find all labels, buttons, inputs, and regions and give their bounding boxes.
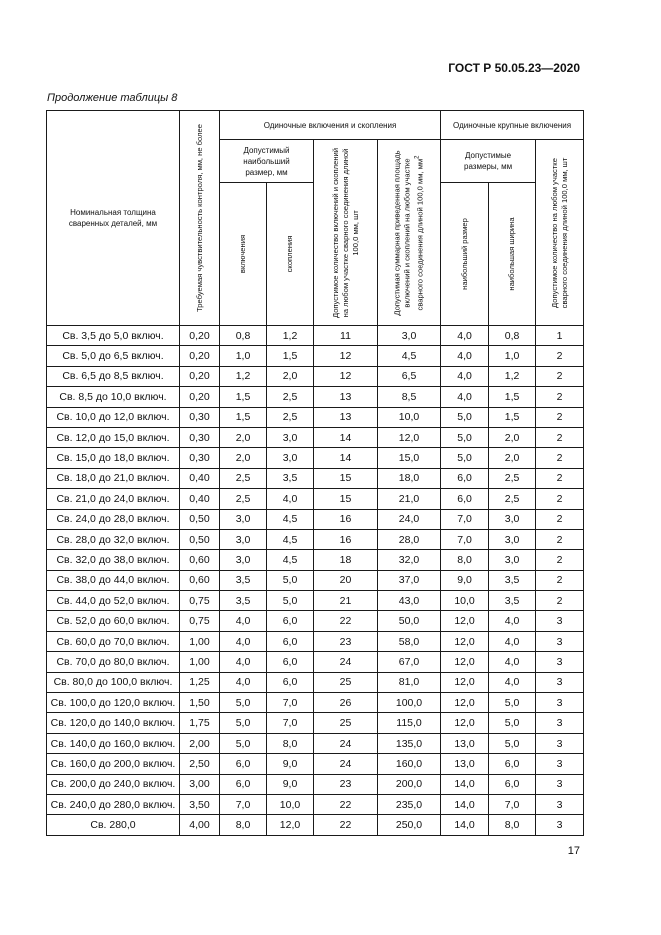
cell-sensitivity: 2,00 bbox=[180, 733, 220, 753]
table-caption: Продолжение таблицы 8 bbox=[47, 92, 178, 104]
cell-total-area: 3,0 bbox=[378, 326, 441, 346]
cell-thickness: Св. 12,0 до 15,0 включ. bbox=[47, 427, 180, 447]
cell-inclusion-size: 3,5 bbox=[220, 591, 267, 611]
table-row bbox=[47, 733, 584, 753]
cell-large-count: 2 bbox=[536, 529, 584, 549]
cell-total-area: 12,0 bbox=[378, 427, 441, 447]
cell-inclusion-size: 7,0 bbox=[220, 794, 267, 814]
cell-count: 14 bbox=[314, 427, 378, 447]
cell-large-max-width: 5,0 bbox=[489, 733, 536, 753]
cell-large-count: 3 bbox=[536, 733, 584, 753]
header-max-size: наибольший размер bbox=[441, 183, 489, 326]
cell-large-max-size: 12,0 bbox=[441, 713, 489, 733]
cell-cluster-size: 4,5 bbox=[267, 509, 314, 529]
cell-inclusion-size: 3,0 bbox=[220, 550, 267, 570]
cell-count: 24 bbox=[314, 652, 378, 672]
cell-total-area: 58,0 bbox=[378, 631, 441, 651]
cell-count: 13 bbox=[314, 387, 378, 407]
cell-inclusion-size: 3,0 bbox=[220, 509, 267, 529]
cell-total-area: 18,0 bbox=[378, 468, 441, 488]
cell-large-max-size: 12,0 bbox=[441, 611, 489, 631]
cell-total-area: 250,0 bbox=[378, 815, 441, 835]
cell-cluster-size: 5,0 bbox=[267, 570, 314, 590]
cell-large-max-width: 3,0 bbox=[489, 509, 536, 529]
cell-inclusion-size: 6,0 bbox=[220, 754, 267, 774]
table-row bbox=[47, 366, 584, 386]
cell-inclusion-size: 4,0 bbox=[220, 652, 267, 672]
cell-count: 11 bbox=[314, 326, 378, 346]
cell-count: 16 bbox=[314, 509, 378, 529]
cell-total-area: 100,0 bbox=[378, 693, 441, 713]
cell-total-area: 6,5 bbox=[378, 366, 441, 386]
cell-inclusion-size: 2,0 bbox=[220, 448, 267, 468]
cell-large-max-width: 7,0 bbox=[489, 794, 536, 814]
cell-total-area: 24,0 bbox=[378, 509, 441, 529]
table-row bbox=[47, 754, 584, 774]
header-large-count: Допустимое количество на любом участке сварного соединения длиной 100,0 мм, шт bbox=[536, 140, 584, 326]
cell-inclusion-size: 0,8 bbox=[220, 326, 267, 346]
cell-large-max-width: 1,5 bbox=[489, 387, 536, 407]
cell-thickness: Св. 280,0 bbox=[47, 815, 180, 835]
table-row bbox=[47, 427, 584, 447]
cell-inclusion-size: 1,0 bbox=[220, 346, 267, 366]
defects-table bbox=[46, 110, 584, 836]
cell-large-max-width: 4,0 bbox=[489, 631, 536, 651]
cell-total-area: 15,0 bbox=[378, 448, 441, 468]
cell-thickness: Св. 38,0 до 44,0 включ. bbox=[47, 570, 180, 590]
page-number: 17 bbox=[567, 845, 580, 857]
cell-inclusion-size: 4,0 bbox=[220, 631, 267, 651]
table-row bbox=[47, 693, 584, 713]
cell-total-area: 81,0 bbox=[378, 672, 441, 692]
cell-large-max-size: 5,0 bbox=[441, 427, 489, 447]
cell-thickness: Св. 52,0 до 60,0 включ. bbox=[47, 611, 180, 631]
cell-thickness: Св. 80,0 до 100,0 включ. bbox=[47, 672, 180, 692]
cell-count: 24 bbox=[314, 733, 378, 753]
cell-cluster-size: 6,0 bbox=[267, 652, 314, 672]
cell-large-max-width: 2,0 bbox=[489, 448, 536, 468]
table-row bbox=[47, 326, 584, 346]
cell-large-max-size: 12,0 bbox=[441, 693, 489, 713]
cell-thickness: Св. 15,0 до 18,0 включ. bbox=[47, 448, 180, 468]
table-body bbox=[47, 326, 584, 836]
cell-sensitivity: 0,50 bbox=[180, 509, 220, 529]
header-total-area: Допустимая суммарная приведенная площадь включений и скоплений на любом участке сварного соединения длиной 100,0 мм, $мм^2$ bbox=[378, 140, 441, 326]
cell-large-max-width: 1,2 bbox=[489, 366, 536, 386]
cell-sensitivity: 0,20 bbox=[180, 387, 220, 407]
header-sensitivity: Требуемая чувствительность контроля, мм, не более bbox=[180, 111, 220, 326]
cell-large-count: 3 bbox=[536, 652, 584, 672]
cell-sensitivity: 0,30 bbox=[180, 407, 220, 427]
cell-large-count: 2 bbox=[536, 346, 584, 366]
cell-total-area: 28,0 bbox=[378, 529, 441, 549]
cell-large-max-width: 2,0 bbox=[489, 427, 536, 447]
cell-inclusion-size: 5,0 bbox=[220, 693, 267, 713]
table-row bbox=[47, 550, 584, 570]
cell-sensitivity: 0,40 bbox=[180, 468, 220, 488]
cell-large-max-size: 14,0 bbox=[441, 774, 489, 794]
cell-cluster-size: 9,0 bbox=[267, 774, 314, 794]
cell-thickness: Св. 10,0 до 12,0 включ. bbox=[47, 407, 180, 427]
cell-thickness: Св. 160,0 до 200,0 включ. bbox=[47, 754, 180, 774]
cell-count: 21 bbox=[314, 591, 378, 611]
table-row bbox=[47, 713, 584, 733]
cell-large-max-size: 6,0 bbox=[441, 489, 489, 509]
cell-large-max-size: 7,0 bbox=[441, 529, 489, 549]
table-row bbox=[47, 774, 584, 794]
cell-count: 14 bbox=[314, 448, 378, 468]
cell-thickness: Св. 32,0 до 38,0 включ. bbox=[47, 550, 180, 570]
cell-count: 23 bbox=[314, 774, 378, 794]
cell-large-max-size: 4,0 bbox=[441, 326, 489, 346]
cell-inclusion-size: 2,5 bbox=[220, 468, 267, 488]
cell-count: 26 bbox=[314, 693, 378, 713]
cell-sensitivity: 1,75 bbox=[180, 713, 220, 733]
cell-large-max-width: 6,0 bbox=[489, 774, 536, 794]
cell-cluster-size: 3,0 bbox=[267, 448, 314, 468]
cell-count: 24 bbox=[314, 754, 378, 774]
cell-large-count: 2 bbox=[536, 366, 584, 386]
cell-large-max-width: 2,5 bbox=[489, 489, 536, 509]
cell-large-max-width: 5,0 bbox=[489, 713, 536, 733]
cell-large-max-size: 10,0 bbox=[441, 591, 489, 611]
cell-inclusion-size: 8,0 bbox=[220, 815, 267, 835]
cell-large-max-size: 8,0 bbox=[441, 550, 489, 570]
cell-total-area: 50,0 bbox=[378, 611, 441, 631]
cell-large-count: 3 bbox=[536, 631, 584, 651]
header-group-large: Одиночные крупные включения bbox=[441, 111, 584, 140]
cell-sensitivity: 0,75 bbox=[180, 591, 220, 611]
cell-large-max-size: 5,0 bbox=[441, 407, 489, 427]
cell-large-max-size: 12,0 bbox=[441, 631, 489, 651]
cell-cluster-size: 9,0 bbox=[267, 754, 314, 774]
cell-sensitivity: 0,30 bbox=[180, 448, 220, 468]
table-row bbox=[47, 448, 584, 468]
cell-cluster-size: 6,0 bbox=[267, 672, 314, 692]
table-row bbox=[47, 631, 584, 651]
cell-thickness: Св. 18,0 до 21,0 включ. bbox=[47, 468, 180, 488]
cell-thickness: Св. 200,0 до 240,0 включ. bbox=[47, 774, 180, 794]
cell-inclusion-size: 4,0 bbox=[220, 672, 267, 692]
cell-total-area: 67,0 bbox=[378, 652, 441, 672]
cell-thickness: Св. 240,0 до 280,0 включ. bbox=[47, 794, 180, 814]
cell-sensitivity: 0,40 bbox=[180, 489, 220, 509]
table-row bbox=[47, 611, 584, 631]
cell-large-max-width: 6,0 bbox=[489, 754, 536, 774]
cell-total-area: 10,0 bbox=[378, 407, 441, 427]
cell-inclusion-size: 5,0 bbox=[220, 733, 267, 753]
cell-thickness: Св. 5,0 до 6,5 включ. bbox=[47, 346, 180, 366]
cell-cluster-size: 2,5 bbox=[267, 387, 314, 407]
cell-sensitivity: 0,20 bbox=[180, 366, 220, 386]
cell-total-area: 8,5 bbox=[378, 387, 441, 407]
cell-inclusion-size: 5,0 bbox=[220, 713, 267, 733]
cell-count: 13 bbox=[314, 407, 378, 427]
cell-thickness: Св. 3,5 до 5,0 включ. bbox=[47, 326, 180, 346]
table-row bbox=[47, 468, 584, 488]
cell-large-count: 2 bbox=[536, 427, 584, 447]
cell-sensitivity: 2,50 bbox=[180, 754, 220, 774]
cell-count: 20 bbox=[314, 570, 378, 590]
cell-large-max-size: 6,0 bbox=[441, 468, 489, 488]
cell-cluster-size: 2,0 bbox=[267, 366, 314, 386]
table-row bbox=[47, 489, 584, 509]
cell-count: 23 bbox=[314, 631, 378, 651]
cell-cluster-size: 4,0 bbox=[267, 489, 314, 509]
header-group-single: Одиночные включения и скопления bbox=[220, 111, 441, 140]
cell-thickness: Св. 24,0 до 28,0 включ. bbox=[47, 509, 180, 529]
cell-inclusion-size: 1,2 bbox=[220, 366, 267, 386]
cell-thickness: Св. 44,0 до 52,0 включ. bbox=[47, 591, 180, 611]
cell-inclusion-size: 2,0 bbox=[220, 427, 267, 447]
cell-inclusion-size: 3,0 bbox=[220, 529, 267, 549]
cell-total-area: 200,0 bbox=[378, 774, 441, 794]
cell-total-area: 4,5 bbox=[378, 346, 441, 366]
cell-total-area: 32,0 bbox=[378, 550, 441, 570]
cell-count: 15 bbox=[314, 489, 378, 509]
cell-cluster-size: 4,5 bbox=[267, 529, 314, 549]
cell-large-max-size: 9,0 bbox=[441, 570, 489, 590]
cell-total-area: 43,0 bbox=[378, 591, 441, 611]
table-row bbox=[47, 509, 584, 529]
cell-large-max-size: 13,0 bbox=[441, 733, 489, 753]
table-row bbox=[47, 529, 584, 549]
cell-large-count: 2 bbox=[536, 489, 584, 509]
cell-total-area: 160,0 bbox=[378, 754, 441, 774]
cell-cluster-size: 4,5 bbox=[267, 550, 314, 570]
cell-thickness: Св. 70,0 до 80,0 включ. bbox=[47, 652, 180, 672]
cell-large-count: 3 bbox=[536, 611, 584, 631]
table-row bbox=[47, 570, 584, 590]
cell-cluster-size: 6,0 bbox=[267, 611, 314, 631]
header-clusters: скопления bbox=[267, 183, 314, 326]
cell-count: 12 bbox=[314, 346, 378, 366]
cell-sensitivity: 3,00 bbox=[180, 774, 220, 794]
header-thickness: Номинальная толщина сваренных деталей, мм bbox=[47, 111, 180, 326]
cell-count: 22 bbox=[314, 794, 378, 814]
cell-large-max-size: 4,0 bbox=[441, 366, 489, 386]
cell-large-max-size: 12,0 bbox=[441, 652, 489, 672]
cell-large-count: 2 bbox=[536, 468, 584, 488]
cell-thickness: Св. 6,5 до 8,5 включ. bbox=[47, 366, 180, 386]
cell-sensitivity: 3,50 bbox=[180, 794, 220, 814]
cell-sensitivity: 1,00 bbox=[180, 631, 220, 651]
cell-thickness: Св. 60,0 до 70,0 включ. bbox=[47, 631, 180, 651]
cell-cluster-size: 7,0 bbox=[267, 713, 314, 733]
cell-cluster-size: 1,2 bbox=[267, 326, 314, 346]
cell-sensitivity: 0,50 bbox=[180, 529, 220, 549]
cell-large-count: 2 bbox=[536, 448, 584, 468]
cell-large-max-width: 3,5 bbox=[489, 570, 536, 590]
cell-cluster-size: 12,0 bbox=[267, 815, 314, 835]
cell-large-max-width: 4,0 bbox=[489, 652, 536, 672]
cell-count: 15 bbox=[314, 468, 378, 488]
cell-cluster-size: 3,5 bbox=[267, 468, 314, 488]
cell-count: 18 bbox=[314, 550, 378, 570]
cell-large-count: 1 bbox=[536, 326, 584, 346]
cell-count: 16 bbox=[314, 529, 378, 549]
table-row bbox=[47, 652, 584, 672]
cell-sensitivity: 0,60 bbox=[180, 570, 220, 590]
cell-total-area: 37,0 bbox=[378, 570, 441, 590]
document-code: ГОСТ Р 50.05.23—2020 bbox=[448, 61, 580, 75]
cell-thickness: Св. 100,0 до 120,0 включ. bbox=[47, 693, 180, 713]
cell-large-count: 2 bbox=[536, 407, 584, 427]
cell-cluster-size: 7,0 bbox=[267, 693, 314, 713]
cell-total-area: 115,0 bbox=[378, 713, 441, 733]
header-count: Допустимое количество включений и скоплений на любом участке сварного соединения длиной 100,0 мм, шт bbox=[314, 140, 378, 326]
cell-large-max-width: 4,0 bbox=[489, 672, 536, 692]
cell-sensitivity: 0,75 bbox=[180, 611, 220, 631]
cell-large-max-size: 4,0 bbox=[441, 387, 489, 407]
cell-total-area: 235,0 bbox=[378, 794, 441, 814]
cell-large-max-size: 13,0 bbox=[441, 754, 489, 774]
cell-inclusion-size: 2,5 bbox=[220, 489, 267, 509]
cell-cluster-size: 5,0 bbox=[267, 591, 314, 611]
cell-inclusion-size: 1,5 bbox=[220, 387, 267, 407]
cell-large-count: 3 bbox=[536, 713, 584, 733]
table-row bbox=[47, 794, 584, 814]
cell-large-count: 3 bbox=[536, 794, 584, 814]
table-row bbox=[47, 346, 584, 366]
cell-cluster-size: 3,0 bbox=[267, 427, 314, 447]
cell-large-max-width: 2,5 bbox=[489, 468, 536, 488]
cell-large-max-size: 7,0 bbox=[441, 509, 489, 529]
cell-large-max-width: 3,0 bbox=[489, 529, 536, 549]
header-allowable-max: Допустимый наибольший размер, мм bbox=[220, 140, 314, 183]
cell-large-count: 2 bbox=[536, 509, 584, 529]
cell-large-count: 3 bbox=[536, 815, 584, 835]
cell-large-max-size: 12,0 bbox=[441, 672, 489, 692]
cell-cluster-size: 10,0 bbox=[267, 794, 314, 814]
cell-total-area: 135,0 bbox=[378, 733, 441, 753]
cell-count: 22 bbox=[314, 611, 378, 631]
cell-cluster-size: 1,5 bbox=[267, 346, 314, 366]
cell-sensitivity: 1,50 bbox=[180, 693, 220, 713]
cell-cluster-size: 2,5 bbox=[267, 407, 314, 427]
cell-sensitivity: 1,25 bbox=[180, 672, 220, 692]
header-max-width: наибольшая ширина bbox=[489, 183, 536, 326]
table-row bbox=[47, 815, 584, 835]
cell-sensitivity: 0,20 bbox=[180, 346, 220, 366]
cell-sensitivity: 4,00 bbox=[180, 815, 220, 835]
cell-large-max-width: 1,5 bbox=[489, 407, 536, 427]
cell-cluster-size: 8,0 bbox=[267, 733, 314, 753]
cell-cluster-size: 6,0 bbox=[267, 631, 314, 651]
cell-large-max-width: 3,0 bbox=[489, 550, 536, 570]
cell-large-count: 3 bbox=[536, 774, 584, 794]
cell-large-count: 3 bbox=[536, 693, 584, 713]
cell-large-count: 2 bbox=[536, 387, 584, 407]
cell-inclusion-size: 1,5 bbox=[220, 407, 267, 427]
header-allowable-sizes: Допустимые размеры, мм bbox=[441, 140, 536, 183]
cell-large-max-width: 3,5 bbox=[489, 591, 536, 611]
cell-large-count: 3 bbox=[536, 754, 584, 774]
cell-count: 22 bbox=[314, 815, 378, 835]
cell-sensitivity: 1,00 bbox=[180, 652, 220, 672]
cell-thickness: Св. 8,5 до 10,0 включ. bbox=[47, 387, 180, 407]
cell-count: 12 bbox=[314, 366, 378, 386]
cell-sensitivity: 0,60 bbox=[180, 550, 220, 570]
cell-thickness: Св. 28,0 до 32,0 включ. bbox=[47, 529, 180, 549]
cell-large-count: 2 bbox=[536, 591, 584, 611]
cell-large-max-width: 1,0 bbox=[489, 346, 536, 366]
cell-large-max-width: 5,0 bbox=[489, 693, 536, 713]
cell-inclusion-size: 6,0 bbox=[220, 774, 267, 794]
cell-large-max-width: 8,0 bbox=[489, 815, 536, 835]
table-row bbox=[47, 591, 584, 611]
cell-sensitivity: 0,30 bbox=[180, 427, 220, 447]
cell-large-max-size: 14,0 bbox=[441, 794, 489, 814]
cell-inclusion-size: 3,5 bbox=[220, 570, 267, 590]
cell-large-count: 2 bbox=[536, 550, 584, 570]
cell-large-count: 3 bbox=[536, 672, 584, 692]
cell-large-max-width: 0,8 bbox=[489, 326, 536, 346]
cell-large-max-size: 5,0 bbox=[441, 448, 489, 468]
cell-thickness: Св. 140,0 до 160,0 включ. bbox=[47, 733, 180, 753]
cell-total-area: 21,0 bbox=[378, 489, 441, 509]
cell-large-max-width: 4,0 bbox=[489, 611, 536, 631]
cell-thickness: Св. 21,0 до 24,0 включ. bbox=[47, 489, 180, 509]
table-row bbox=[47, 387, 584, 407]
cell-count: 25 bbox=[314, 713, 378, 733]
table-row bbox=[47, 407, 584, 427]
cell-large-max-size: 14,0 bbox=[441, 815, 489, 835]
cell-large-max-size: 4,0 bbox=[441, 346, 489, 366]
cell-inclusion-size: 4,0 bbox=[220, 611, 267, 631]
cell-large-count: 2 bbox=[536, 570, 584, 590]
table-row bbox=[47, 672, 584, 692]
cell-thickness: Св. 120,0 до 140,0 включ. bbox=[47, 713, 180, 733]
cell-sensitivity: 0,20 bbox=[180, 326, 220, 346]
header-inclusions: включения bbox=[220, 183, 267, 326]
cell-count: 25 bbox=[314, 672, 378, 692]
